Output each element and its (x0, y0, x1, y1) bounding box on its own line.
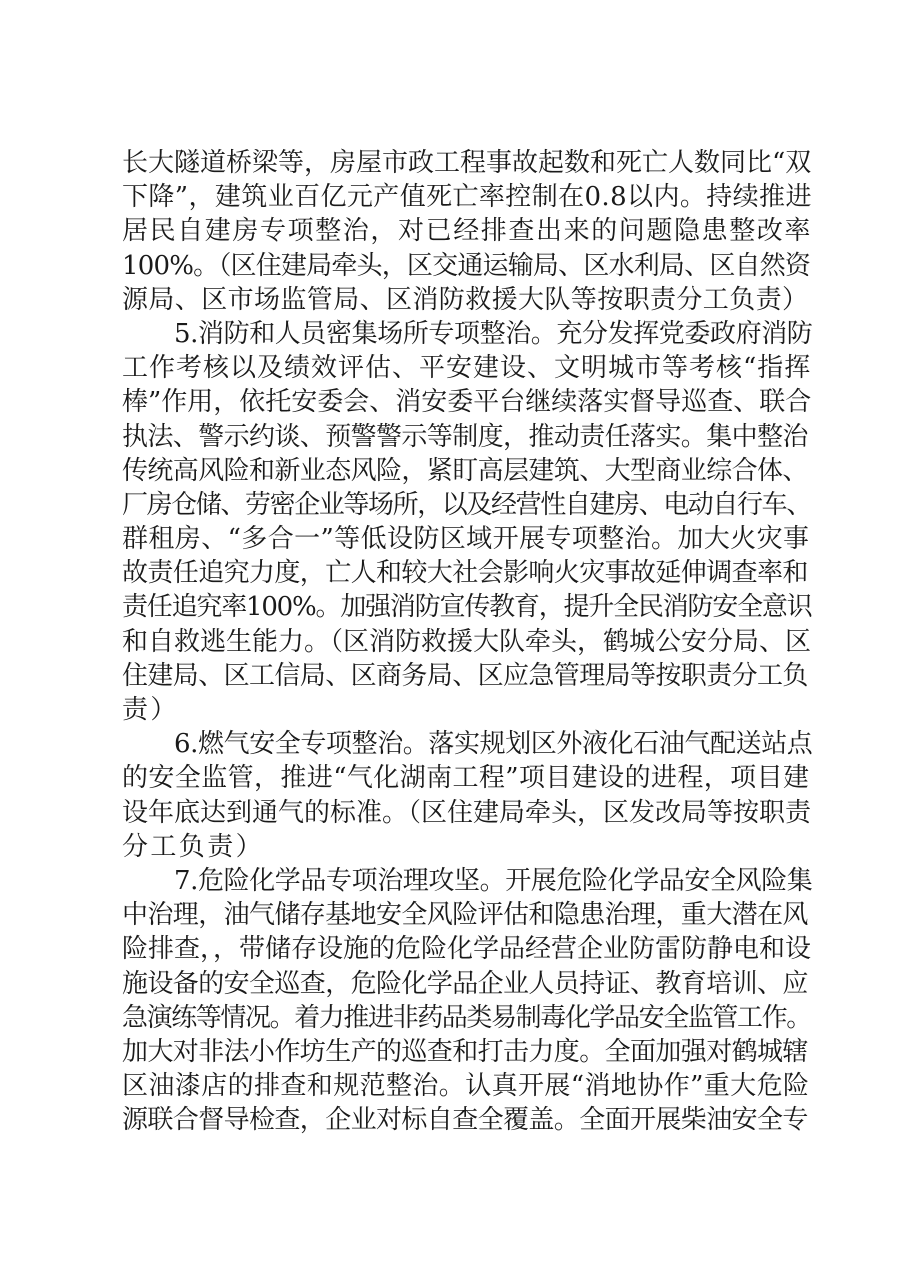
text-line: 厂房仓储、劳密企业等场所，以及经营性自建房、电动自行车、 (122, 489, 811, 520)
body-text (122, 146, 812, 1137)
text-line: 险排查，，带储存设施的危险化学品经营企业防雷防静电和设 (122, 934, 812, 965)
text-line: 分工负责） (122, 831, 265, 862)
paragraph-heading-5: 5.消防和人员密集场所专项整治。充分发挥党委政府消防 (174, 318, 813, 349)
text-line: 责） (122, 695, 179, 725)
text-line: 和自救逃生能力。（区消防救援大队牵头，鹤城公安分局、区 (122, 626, 812, 657)
text-line: 群租房、“多合一”等低设防区域开展专项整治。加大火灾事 (122, 524, 810, 555)
text-line: 的安全监管，推进“气化湖南工程”项目建设的进程，项目建 (122, 763, 810, 794)
text-line: 中治理，油气储存基地安全风险评估和隐患治理，重大潜在风 (122, 900, 808, 931)
text-line: 工作考核以及绩效评估、平安建设、文明城市等考核“指挥 (122, 353, 812, 384)
text-line: 加大对非法小作坊生产的巡查和打击力度。全面加强对鹤城辖 (122, 1036, 808, 1067)
text-line: 急演练等情况。着力推进非药品类易制毒化学品安全监管工作。 (122, 1002, 811, 1033)
text-line: 传统高风险和新业态风险，紧盯高层建筑、大型商业综合体、 (122, 455, 808, 486)
text-line: 100%。（区住建局牵头，区交通运输局、区水利局、区自然资 (122, 250, 811, 281)
text-line: 执法、警示约谈、预警警示等制度，推动责任落实。集中整治 (122, 421, 808, 452)
text-line: 施设备的安全巡查，危险化学品企业人员持证、教育培训、应 (122, 968, 808, 999)
text-line: 故责任追究力度，亡人和较大社会影响火灾事故延伸调查率和 (122, 558, 808, 589)
paragraph-heading-7: 7.危险化学品专项治理攻坚。开展危险化学品安全风险集 (174, 865, 813, 896)
text-line: 源联合督导检查，企业对标自查全覆盖。全面开展柴油安全专 (122, 1105, 808, 1136)
text-line: 下降”，建筑业百亿元产值死亡率控制在0.8以内。持续推进 (122, 182, 812, 213)
text-line: 居民自建房专项整治，对已经排查出来的问题隐患整改率 (122, 216, 813, 247)
paragraph-heading-6: 6.燃气安全专项整治。落实规划区外液化石油气配送站点 (174, 729, 813, 760)
text-line: 住建局、区工信局、区商务局、区应急管理局等按职责分工负 (122, 660, 808, 691)
text-line: 区油漆店的排查和规范整治。认真开展“消地协作”重大危险 (122, 1071, 810, 1102)
text-line: 责任追究率100%。加强消防宣传教育，提升全民消防安全意识 (122, 592, 812, 623)
text-line: 设年底达到通气的标准。（区住建局牵头，区发改局等按职责 (122, 797, 812, 828)
text-line: 源局、区市场监管局、区消防救援大队等按职责分工负责） (122, 284, 809, 315)
text-line: 棒”作用，依托安委会、消安委平台继续落实督导巡查、联合 (122, 387, 812, 418)
text-line: 长大隧道桥梁等，房屋市政工程事故起数和死亡人数同比“双 (122, 148, 812, 178)
